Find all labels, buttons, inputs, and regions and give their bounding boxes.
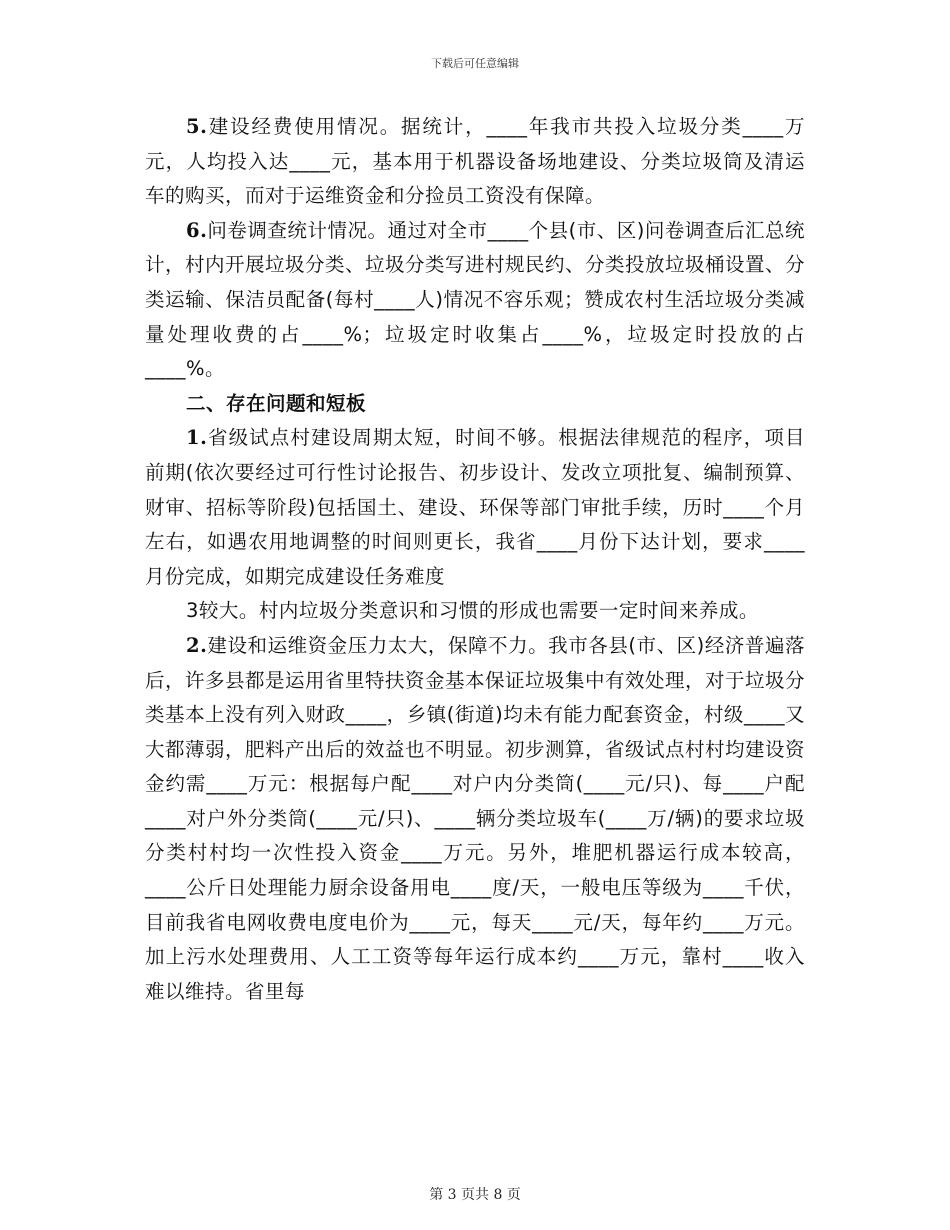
paragraph-item-6	[145, 214, 805, 387]
item-number: 6.	[186, 218, 208, 242]
section-heading: 二、存在问题和短板	[186, 391, 367, 415]
document-body	[145, 110, 805, 1009]
paragraph-item-5	[145, 110, 805, 214]
paragraph-text: 建设和运维资金压力太大，保障不力。我市各县(市、区)经济普遍落后，许多县都是运用省里特扶资金基本保证垃圾集中有效处理，对于垃圾分类基本上没有列入财政____，乡镇(街道)均未有能力配套资金，村级____又大都薄弱，肥料产出后的效益也不明显。初步测算，省级试点村村均建设资金约需____万元：根据每户配____对户内分类筒(____元/只)、每____户配____对户外分类筒(____元/只)、____辆分类垃圾车(____万/辆)的要求垃圾分类村村均一次性投入资金____万元。另外，堆肥机器运行成本较高，____公斤日处理能力厨余设备用电____度/天，一般电压等级为____千伏，目前我省电网收费电度电价为____元，每天____元/天，每年约____万元。加上污水处理费用、人工工资等每年运行成本约____万元，靠村____收入难以维持。省里每	[145, 633, 806, 1003]
page-footer: 第 3 页共 8 页	[429, 1187, 521, 1203]
paragraph-problem-1-continued: 3较大。村内垃圾分类意识和习惯的形成也需要一定时间来养成。	[186, 599, 759, 623]
paragraph-text: 问卷调查统计情况。通过对全市____个县(市、区)问卷调查后汇总统计，村内开展垃圾分类、垃圾分类写进村规民约、分类投放垃圾桶设置、分类运输、保洁员配备(每村____人)情况不容乐观；赞成农村生活垃圾分类减量处理收费的占____%；垃圾定时收集占____%，垃圾定时投放的占____%。	[145, 218, 806, 381]
paragraph-text: 省级试点村建设周期太短，时间不够。根据法律规范的程序，项目前期(依次要经过可行性讨论报告、初步设计、发改立项批复、编制预算、财审、招标等阶段)包括国土、建设、环保等部门审批手续，历时____个月左右，如遇农用地调整的时间则更长，我省____月份下达计划，要求____月份完成，如期完成建设任务难度	[145, 426, 805, 588]
paragraph-text: 建设经费使用情况。据统计，____年我市共投入垃圾分类____万元，人均投入达____元，基本用于机器设备场地建设、分类垃圾筒及清运车的购买，而对于运维资金和分捡员工资没有保障。	[145, 115, 805, 208]
item-number: 1.	[186, 426, 208, 450]
paragraph-problem-2	[145, 629, 805, 1010]
page-header: 下载后可任意编辑	[431, 57, 519, 70]
item-number: 2.	[186, 633, 208, 657]
paragraph-problem-1	[145, 421, 805, 594]
item-number: 5.	[186, 115, 208, 138]
